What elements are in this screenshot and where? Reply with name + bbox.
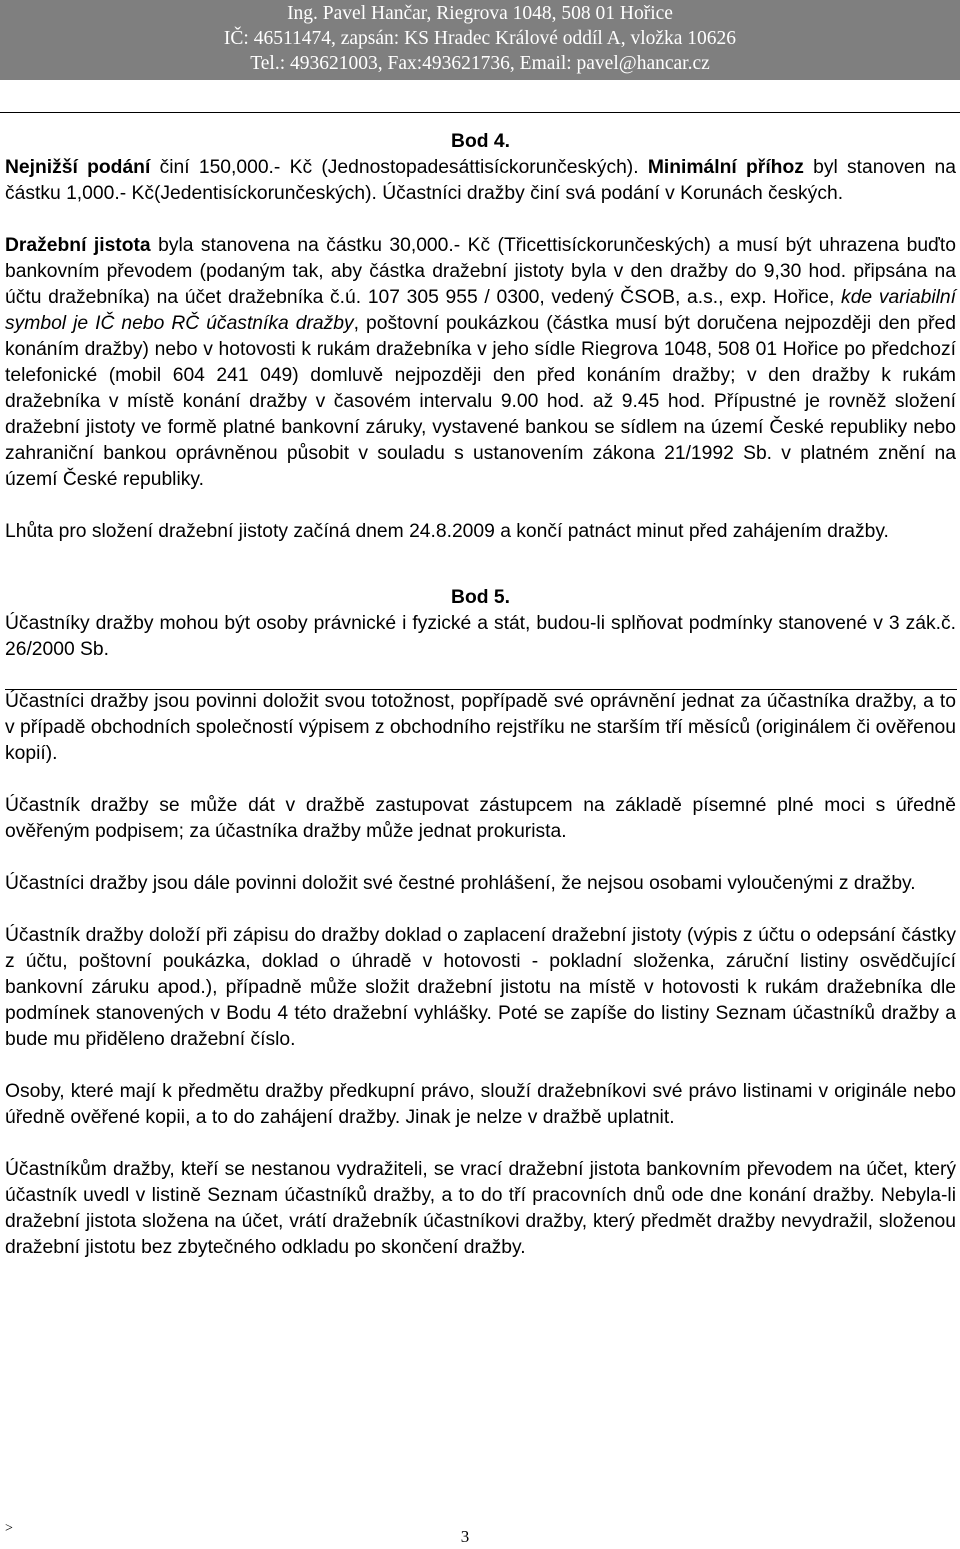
document-body [5, 129, 956, 1261]
variable-symbol-note: kde variabilní symbol je IČ nebo RČ účastníka dražby [5, 287, 956, 334]
bod5-paragraph-refund: Účastníkům dražby, kteří se nestanou vydražiteli, se vrací dražební jistota bankovním převodem na účet, který účastník uvedl v listině Seznam účastníků dražby, a to do tří pracovních dnů ode dne konání dražby. Nebyla-li dražební jistota složena na účet, vrátí dražebník účastníkovi dražby, který předmět dražby nevydražil, složenou dražební jistotu bez zbytečného odkladu po skončení dražby. [5, 1159, 956, 1258]
bod5-paragraph-proof-of-payment: Účastník dražby doloží při zápisu do dražby doklad o zaplacení dražební jistoty (výpis z účtu o odepsání částky z účtu, poštovní poukázka, doklad o úhradě v hotovosti - pokladní složenka, záruční listiny osvědčující bankovní záruku apod.), případně může složit dražební jistotu na místě v hotovosti k rukám dražebníka dle podmínek stanovených v Bodu 4 této dražební vyhlášky. Poté se zapíše do listiny Seznam účastníků dražby a bude mu přiděleno dražební číslo. [5, 925, 956, 1050]
bod5-heading: Bod 5. [451, 587, 510, 608]
lowest-bid-term: Nejnižší podání [5, 157, 151, 178]
letterhead [0, 0, 960, 80]
page-number: 3 [460, 1527, 470, 1546]
bod5-paragraph-participants: Účastníky dražby mohou být osoby právnické i fyzické a stát, budou-li splňovat podmínky stanovené v 3 zák.č. 26/2000 Sb. [5, 613, 956, 660]
bod4-heading: Bod 4. [451, 131, 510, 152]
bod5-paragraph-representation: Účastník dražby se může dát v dražbě zastupovat zástupcem na základě písemné plné moci s úředně ověřeným podpisem; za účastníka dražby může jednat prokurista. [5, 795, 956, 842]
bod5-paragraph-declaration: Účastníci dražby jsou dále povinni doložit své čestné prohlášení, že nejsou osobami vyloučenými z dražby. [5, 873, 916, 894]
footer-mark: > [5, 1521, 13, 1536]
header-divider [0, 112, 960, 113]
minimum-increment-term: Minimální příhoz [647, 157, 804, 178]
letterhead-contacts: Tel.: 493621003, Fax:493621736, Email: pavel@hancar.cz [250, 53, 710, 74]
deposit-term: Dražební jistota [5, 235, 151, 256]
bod5-paragraph-identity: Účastníci dražby jsou povinni doložit svou totožnost, popřípadě své oprávnění jednat za účastníka dražby, a to v případě obchodních společností výpisem z obchodního rejstříku ne starším tří měsíců (originálem či ověřenou kopií). [5, 691, 956, 764]
bod4-paragraph-deadline: Lhůta pro složení dražební jistoty začíná dnem 24.8.2009 a končí patnáct minut před zahájením dražby. [5, 521, 889, 542]
section-divider [5, 689, 957, 690]
bod4-paragraph-deposit: Dražební jistota byla stanovena na částku 30,000.- Kč (Třicettisíckorunčeských) a musí být uhrazena buďto bankovním převodem (podaným tak, aby částka dražební jistoty byla v den dražby do 9,30 hod. připsána na účtu dražebníka) na účet dražebníka č.ú. 107 305 955 / 0300, vedený ČSOB, a.s., exp. Hořice, kde variabilní symbol je IČ nebo RČ účastníka dražby, poštovní poukázkou (částka musí být doručena nejpozději den před konáním dražby) nebo v hotovosti k rukám dražebníka v jeho sídle Riegrova 1048, 508 01 Hořice po předchozí telefonické (mobil 604 241 049) domluvě nejpozději den před konáním dražby; v den dražby k rukám dražebníka v místě konání dražby v časovém intervalu 9.00 hod. až 9.45 hod. Přípustné je rovněž složení dražební jistoty ve formě platné bankovní záruky, vystavené bankou se sídlem na území České republiky nebo zahraniční bankou oprávněnou působit v souladu s ustanovením zákona 21/1992 Sb. v platném znění na území České republiky. [5, 235, 956, 490]
letterhead-name-address: Ing. Pavel Hančar, Riegrova 1048, 508 01 Hořice [287, 3, 673, 24]
bod4-paragraph-lowest-bid: Nejnižší podání činí 150,000.- Kč (Jednostopadesáttisíckorunčeských). Minimální příhoz byl stanoven na částku 1,000.- Kč(Jedentisíckorunčeských). Účastníci dražby činí svá podání v Korunách českých. [5, 157, 957, 204]
letterhead-registration: IČ: 46511474, zapsán: KS Hradec Králové oddíl A, vložka 10626 [223, 28, 737, 49]
bod5-paragraph-preemption: Osoby, které mají k předmětu dražby předkupní právo, slouží dražebníkovi své právo listinami v originále nebo úředně ověřené kopii, a to do zahájení dražby. Jinak je nelze v dražbě uplatnit. [5, 1081, 956, 1128]
